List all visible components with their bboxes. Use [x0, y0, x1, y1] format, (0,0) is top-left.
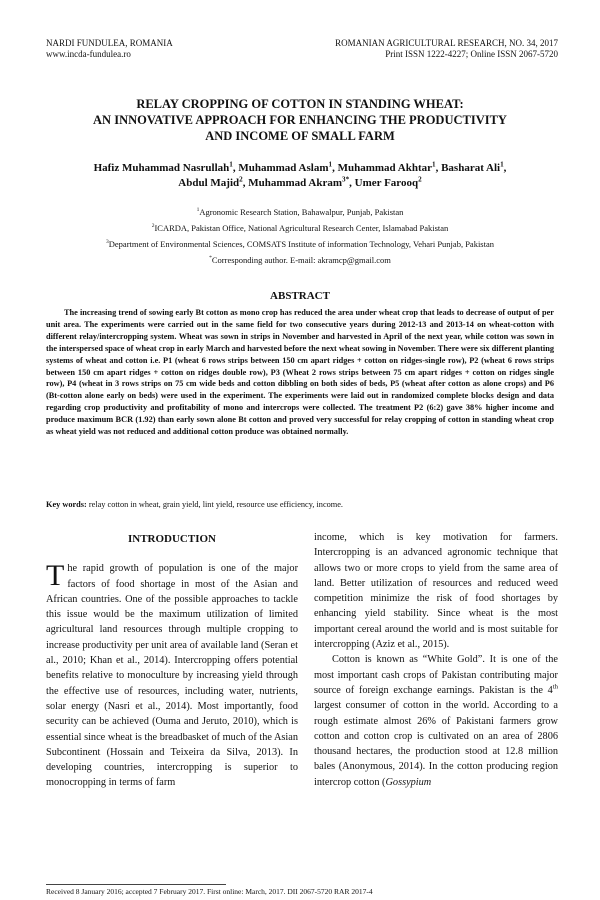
author-line-2: Abdul Majid$^2$, Muhammad Akram$^{3*}$, Umer Farooq$^2$ [178, 175, 422, 189]
intro-paragraph-2 [314, 652, 558, 790]
corresponding-author-text: Corresponding author. E-mail: akramcp@gmail.com [211, 255, 391, 265]
affiliation-mark: * [209, 255, 212, 262]
author-line-1: Hafiz Muhammad Nasrullah$^1$, Muhammad Aslam$^1$, Muhammad Akhtar$^1$, Basharat Ali$^1$, [93, 160, 507, 174]
author-affil-mark: 2 [418, 175, 422, 184]
left-column [46, 532, 298, 791]
author-affil-mark: 1 [432, 160, 436, 169]
received-footnote: Received 8 January 2016; accepted 7 February 2017. First online: March, 2017. DII 2067-5720 RAR 2017-4 [46, 887, 373, 896]
affiliation-mark: 2 [151, 223, 155, 230]
journal-issue-header [335, 38, 558, 60]
species-name: Gossypium [385, 776, 432, 788]
intro-paragraph-1 [46, 561, 298, 790]
intro-paragraph-2-text-a: Cotton is known as “White Gold”. It is one of the most important cash crops of Pakistan contributing major source of foreign exchange earnings. Pakistan is the 4 [314, 654, 558, 696]
author-name: Basharat Ali [441, 162, 501, 174]
affiliation-item [40, 236, 560, 252]
author-affil-mark: 1 [328, 160, 333, 169]
issn-line: Print ISSN 1222-4227; Online ISSN 2067-5720 [385, 49, 558, 59]
author-affil-mark: 1 [229, 160, 233, 169]
author-name: Umer Farooq [354, 177, 419, 189]
publisher-name: NARDI FUNDULEA, ROMANIA [46, 38, 173, 48]
journal-name-issue: ROMANIAN AGRICULTURAL RESEARCH, NO. 34, 2017 [335, 38, 558, 48]
affiliation-item [40, 220, 560, 236]
author-name: Muhammad Aslam [238, 162, 329, 174]
journal-publisher-header [46, 38, 173, 60]
affiliation-text: ICARDA, Pakistan Office, National Agricultural Research Center, Islamabad Pakistan [154, 223, 449, 233]
abstract-heading: ABSTRACT [270, 290, 330, 302]
author-name: Hafiz Muhammad Nasrullah [93, 162, 230, 174]
intro-paragraph-1-text: he rapid growth of population is one of the major factors of food shortage in most of the Asian and African countries. One of the possible approaches to tackle this issue would be the maximum utilization of limited agricultural land resources through multiple cropping to increase productivity per unit area of available land (Seran et al., 2010; Khan et al., 2014). Intercropping offers potential benefits relative to monoculture by increasing yield through the effective use of resources, including water, nutrients, solar energy (Nasri et al., 2014). Most importantly, food security can be achieved (Ouma and Jeruto, 2010), which is essential since wheat is the breadbasket of much of the Asian Subcontinent (Hossain and Teixeira da Silva, 2013). In developing countries, intercropping is superior to monocropping in terms of farm [46, 563, 298, 789]
author-name: Muhammad Akhtar [337, 162, 433, 174]
ordinal-superscript: th [552, 683, 558, 691]
right-column [314, 530, 558, 790]
keywords-text: relay cotton in wheat, grain yield, lint yield, resource use efficiency, income. [88, 500, 343, 509]
author-name: Abdul Majid [178, 177, 240, 189]
title-line-2: AN INNOVATIVE APPROACH FOR ENHANCING THE PRODUCTIVITY [93, 113, 507, 127]
paper-title [40, 96, 560, 144]
title-line-1: RELAY CROPPING OF COTTON IN STANDING WHEAT: [136, 97, 464, 111]
intro-paragraph-1-continued: income, which is key motivation for farmers. Intercropping is an advanced agronomic technique that allows two or more crops to yield from the same area of land. Better utilization of resources and reduced weed competition minimize the risk of food shortages by enhancing yield stability. Since wheat is the most important cereal around the world and is most suitable for intercropping (Aziz et al., 2015). [314, 532, 558, 651]
intro-paragraph-2-text-b: largest consumer of cotton in the world. According to a rough estimate almost 26% of Pakistani farmers grow cotton and cotton crop is cultivated on an area of 2806 thousand hectares, the production stood at 12.8 million bales (Anonymous, 2014). In the cotton producing region intercrop cotton ( [314, 700, 558, 788]
affiliation-text: Agronomic Research Station, Bahawalpur, Punjab, Pakistan [199, 207, 404, 217]
affiliation-text: Department of Environmental Sciences, COMSATS Institute of information Technology, Vehari Punjab, Pakistan [108, 239, 494, 249]
affiliation-mark: 1 [196, 207, 200, 214]
author-affil-mark: 3* [342, 175, 350, 184]
keywords-label: Key words: [46, 500, 87, 509]
introduction-heading: INTRODUCTION [127, 533, 216, 545]
affiliation-list [40, 204, 560, 268]
abstract-text: The increasing trend of sowing early Bt cotton as mono crop has reduced the area under wheat crop that leads to decrease of output of per unit area. The experiments were carried out in the same field for two consecutive years during 2012-13 and 2013-14 on wheat-cotton with different relay/intercropping system. Wheat was sown in strips in November and harvested in April of the next year, while cotton was sown in the interspersed space of wheat crop in early March and harvested before the next wheat sowing in November. There were six different planting systems of wheat and cotton i.e. P1 (wheat 6 rows strips between 150 cm apart ridges + cotton on ridges-single row), P2 (wheat 6 rows strips between 150 cm apart ridges + cotton on ridges double row), P3 (Wheat 2 rows strips between 75 cm apart ridges + cotton on ridges single row), P4 (wheat in 3 rows strips on 75 cm wide beds and cotton dibbling on both sides of beds, P5 (wheat after cotton as alone crops) and P6 (Bt-cotton alone early on beds) were used in the experiment. The experiments were laid out in randomized complete blocks design and data regarding crop productivity and profitability of mono and intercrops were collected. The treatment P2 (6:2) gave 38% higher income and produce maximum BCR (1.92) than early sown alone Bt cotton and proved very successful for relay cropping of cotton in standing wheat crop as wheat yield was not reduced and additional cotton produce was obtained normally. [46, 308, 554, 437]
author-affil-mark: 2 [239, 175, 243, 184]
affiliation-item [40, 252, 560, 268]
author-name: Muhammad Akram [248, 177, 343, 189]
affiliation-item [40, 204, 560, 220]
author-affil-mark: 1 [500, 160, 504, 169]
title-line-3: AND INCOME OF SMALL FARM [205, 129, 395, 143]
drop-cap: T [46, 559, 65, 593]
affiliation-mark: 3 [106, 239, 109, 246]
footnote-divider [46, 884, 226, 885]
publisher-website[interactable]: www.incda-fundulea.ro [46, 49, 131, 59]
author-list [40, 161, 560, 191]
keywords [46, 499, 554, 510]
